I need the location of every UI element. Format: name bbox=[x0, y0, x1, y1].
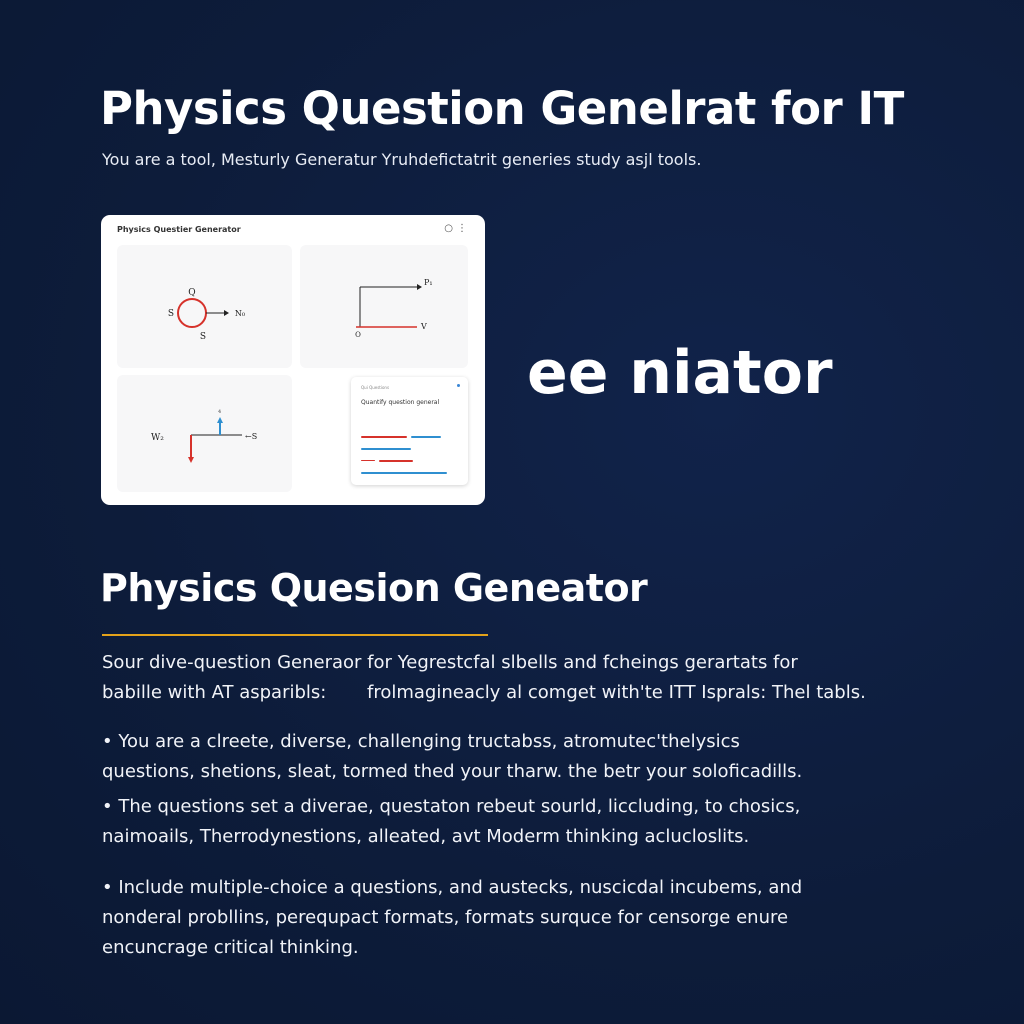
diagram-panel-force[interactable] bbox=[117, 375, 292, 492]
hero-title: Physics Question Genelrat for IT bbox=[100, 82, 904, 135]
answer-bar-2-blue[interactable] bbox=[361, 448, 411, 450]
down-arrow-icon bbox=[188, 457, 194, 463]
axis-diagram bbox=[300, 245, 468, 368]
label-top-right: P₁ bbox=[424, 278, 433, 287]
more-vertical-icon[interactable]: ⋮ bbox=[457, 223, 471, 234]
answer-bar-3-red[interactable] bbox=[379, 460, 413, 462]
answer-bar-1-blue[interactable] bbox=[411, 436, 441, 438]
label-left: S bbox=[167, 309, 175, 319]
mini-card-title: Quantify question general bbox=[361, 399, 440, 406]
answer-bar-4-blue[interactable] bbox=[361, 472, 447, 474]
bullet-2-line-1: • The questions set a diverae, questaton rebeut sourld, liccluding, to chosics, bbox=[102, 796, 801, 817]
label-right: N₀ bbox=[234, 309, 246, 318]
hero-subtitle: You are a tool, Mesturly Generatur Yruhdefictatrit generies study asjl tools. bbox=[102, 150, 702, 169]
bullet-item-3 bbox=[102, 873, 942, 963]
side-heading: ee niator bbox=[527, 338, 833, 408]
bullet-item-2 bbox=[102, 792, 942, 852]
circle-diagram bbox=[117, 245, 292, 368]
force-diagram bbox=[117, 375, 292, 492]
circle-icon[interactable]: ○ bbox=[444, 223, 457, 234]
status-dot-icon bbox=[457, 384, 460, 387]
bullet-1-line-2: questions, shetions, sleat, tormed thed your tharw. the betr your soloficadills. bbox=[102, 761, 803, 782]
card-header-icons bbox=[444, 223, 471, 234]
diagram-panel-circle[interactable] bbox=[117, 245, 292, 368]
accent-divider bbox=[102, 634, 488, 636]
card-header-title: Physics Questier Generator bbox=[117, 225, 241, 234]
up-arrow-icon bbox=[217, 417, 223, 423]
label-left: W₂ bbox=[151, 433, 164, 443]
intro-line-2b: frolmagineacly al comget with'te ITT Isprals: Thel tabls. bbox=[367, 682, 866, 703]
answer-bar-3-red-short[interactable] bbox=[361, 460, 375, 461]
bullet-3-line-3: encuncrage critical thinking. bbox=[102, 937, 359, 958]
arrow-head-icon bbox=[224, 310, 229, 316]
bullet-3-line-1: • Include multiple-choice a questions, and austecks, nuscicdal incubems, and bbox=[102, 877, 803, 898]
label-bottom-right: V bbox=[421, 322, 427, 331]
answer-bar-1-red[interactable] bbox=[361, 436, 407, 438]
bullet-1-line-1: • You are a clreete, diverse, challenging tructabss, atromutec'thelysics bbox=[102, 731, 740, 752]
label-right: ←S bbox=[245, 432, 258, 441]
mini-card-header: Qui Questions bbox=[361, 385, 390, 390]
app-preview-card[interactable] bbox=[101, 215, 485, 505]
label-top: Q bbox=[188, 288, 196, 298]
circle-shape bbox=[178, 299, 206, 327]
bullet-2-line-2: naimoails, Therrodynestions, alleated, avt Moderm thinking aclucloslits. bbox=[102, 826, 750, 847]
intro-paragraph bbox=[102, 648, 942, 708]
intro-line-2a: babille with AT asparibls: bbox=[102, 682, 327, 703]
label-bottom: S bbox=[199, 332, 207, 342]
label-top: 4 bbox=[218, 409, 222, 415]
diagram-panel-axis[interactable] bbox=[300, 245, 468, 368]
bullet-item-1 bbox=[102, 727, 942, 787]
section-title: Physics Quesion Geneator bbox=[100, 566, 648, 610]
bullet-3-line-2: nonderal probllins, perequpact formats, formats surquce for censorge enure bbox=[102, 907, 789, 928]
intro-line-1: Sour dive-question Generaor for Yegrestcfal slbells and fcheings gerartats for bbox=[102, 652, 798, 673]
mini-quiz-card[interactable] bbox=[351, 377, 468, 485]
arrow-head-icon bbox=[417, 284, 422, 290]
label-origin: O bbox=[355, 331, 361, 339]
